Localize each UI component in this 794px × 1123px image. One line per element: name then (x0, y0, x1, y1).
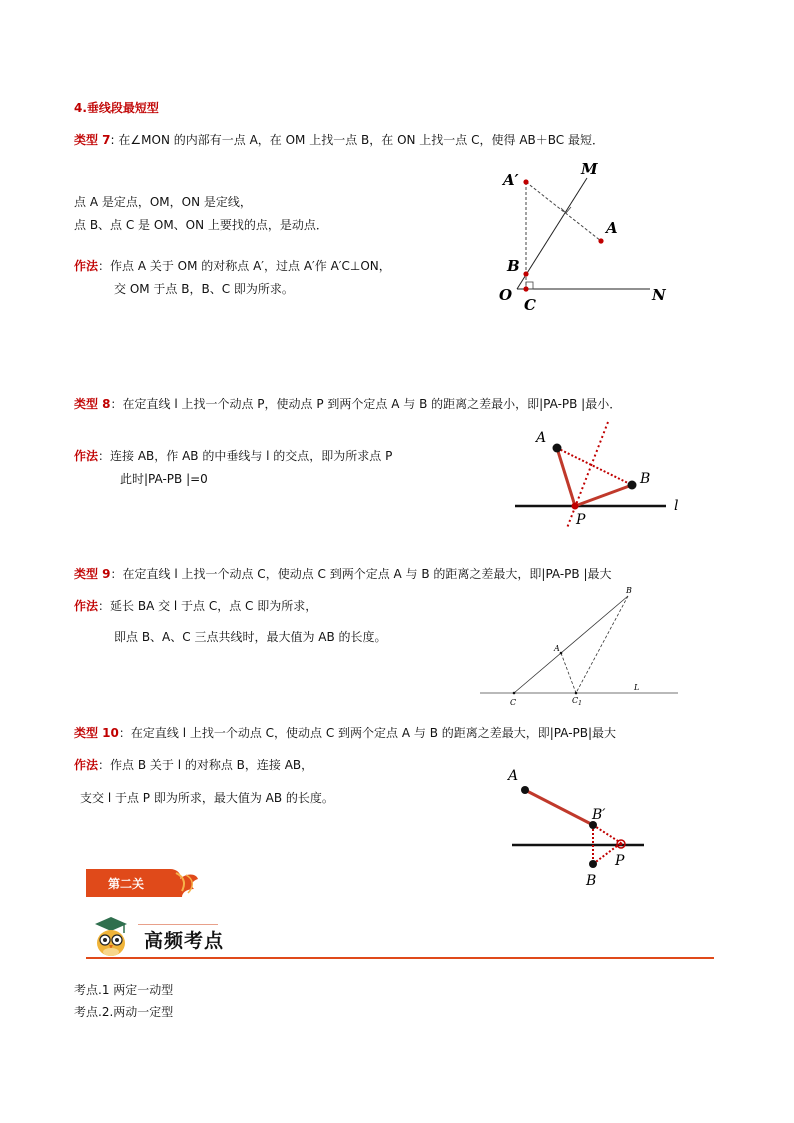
label-M: M (581, 160, 598, 178)
point-item-1: 考点.1 两定一动型 (74, 983, 174, 997)
point-A (521, 786, 529, 794)
point-P-center (620, 843, 623, 846)
label-B: B (626, 586, 632, 595)
type10-method-line1: ：作点 B 关于 l 的对称点 B，连接 AB， (98, 758, 314, 772)
point-C (523, 286, 528, 291)
type10-label: 类型 10 (74, 726, 119, 740)
type8-method (74, 447, 392, 464)
label-O: O (499, 286, 513, 304)
type8-figure (510, 420, 690, 540)
header-rule (86, 957, 714, 959)
label-A: A (508, 768, 519, 784)
type8-statement (74, 395, 621, 412)
section-header-title: 高频考点 (144, 930, 225, 952)
label-C1: $C_1$ (572, 696, 582, 707)
label-B: B (586, 873, 597, 889)
point-B (589, 860, 597, 868)
perpendicular-bisector (567, 422, 608, 528)
type10-figure (505, 762, 655, 892)
line-CB (514, 596, 628, 693)
line-BC1 (576, 596, 628, 693)
type8-method-line1: ：连接 AB，作 AB 的中垂线与 l 的交点，即为所求点 P (98, 449, 393, 463)
line-PB (575, 485, 632, 506)
point-C (513, 692, 516, 695)
line-AprimeA (526, 182, 601, 241)
type9-figure (476, 583, 681, 713)
type10-method (74, 756, 313, 773)
line-AC1 (561, 653, 576, 693)
header-top-rule (138, 924, 218, 925)
type9-text: ：在定直线 l 上找一个动点 C，使动点 C 到两个定点 A 与 B 的距离之差最大，即|PA-PB |最大 (110, 567, 612, 581)
type10-text: ：在定直线 l 上找一个动点 C，使动点 C 到两个定点 A 与 B 的距离之差最大，即|PA-PB|最大 (118, 726, 617, 740)
type7-figure (495, 160, 685, 320)
label-C: C (524, 296, 536, 314)
type10-statement (74, 724, 616, 741)
type10-method-line2: 支交 l 于点 P 即为所求，最大值为 AB 的长度。 (80, 791, 334, 805)
label-Bprime: B′ (592, 807, 606, 823)
line-BprimeP (593, 825, 621, 843)
line-PA (557, 448, 575, 506)
label-l: l (674, 498, 679, 514)
type7-label: 类型 7 (74, 133, 111, 147)
owl-icon (91, 916, 131, 958)
point-A (553, 444, 562, 453)
label-A: A (606, 219, 618, 237)
point-A (560, 652, 563, 655)
type7-method-line2: 交 OM 于点 B，B、C 即为所求。 (114, 282, 294, 296)
type9-label: 类型 9 (74, 567, 111, 581)
point-A (598, 238, 603, 243)
line-AP (525, 790, 593, 825)
point-P (572, 503, 579, 510)
label-L: L (634, 683, 640, 692)
label-A: A (554, 644, 560, 653)
type10-method-label: 作法 (74, 758, 99, 772)
type9-method (74, 597, 317, 614)
type8-text: ：在定直线 l 上找一个动点 P，使动点 P 到两个定点 A 与 B 的距离之差最小，即|PA-PB |最小． (110, 397, 622, 411)
type9-statement (74, 565, 612, 582)
type7-statement (74, 131, 604, 148)
point-item-2: 考点.2.两动一定型 (74, 1005, 174, 1019)
type9-method-line2: 即点 B、A、C 三点共线时，最大值为 AB 的长度。 (114, 630, 387, 644)
point-B (523, 271, 528, 276)
label-B: B (640, 471, 651, 487)
type9-method-line1: ：延长 BA 交 l 于点 C，点 C 即为所求， (98, 599, 318, 613)
section-title: 4.垂线段最短型 (74, 101, 159, 115)
label-P: P (576, 512, 586, 528)
label-P: P (615, 853, 625, 869)
point-C1 (575, 692, 578, 695)
point-B (628, 481, 637, 490)
type7-method-line1: ：作点 A 关于 OM 的对称点 A′，过点 A′作 A′C⊥ON， (98, 259, 391, 273)
type8-method-line2: 此时|PA-PB |=0 (120, 472, 208, 486)
level-label: 第二关 (108, 877, 145, 891)
level-banner (86, 867, 201, 899)
type7-method-label: 作法 (74, 259, 99, 273)
label-A: A (536, 430, 547, 446)
type7-line1: 点 A 是定点，OM，ON 是定线， (74, 195, 252, 209)
type7-text: 在∠MON 的内部有一点 A，在 OM 上找一点 B，在 ON 上找一点 C，使得 AB＋BC 最短． (118, 133, 604, 147)
type8-method-label: 作法 (74, 449, 99, 463)
label-B: B (507, 257, 520, 275)
label-C: C (510, 698, 517, 707)
type7-line2: 点 B、点 C 是 OM、ON 上要找的点，是动点． (74, 218, 328, 232)
type7-colon: : (110, 133, 115, 147)
type8-label: 类型 8 (74, 397, 111, 411)
type9-method-label: 作法 (74, 599, 99, 613)
label-Aprime: A′ (503, 171, 519, 189)
label-N: N (652, 286, 666, 304)
point-Aprime (523, 179, 528, 184)
type7-method (74, 257, 391, 274)
